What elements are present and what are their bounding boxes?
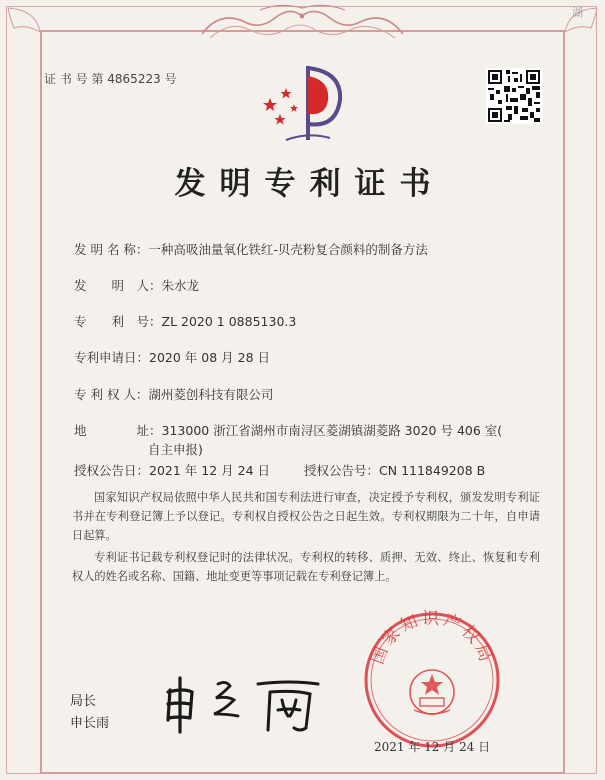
- patent-number-value: ZL 2020 1 0885130.3: [161, 314, 297, 329]
- field-grant-date: [74, 461, 270, 479]
- cert-number-value: 4865223: [107, 72, 161, 86]
- patentee-label: 专 利 权 人：: [74, 387, 149, 402]
- field-patentee: [74, 385, 273, 403]
- signature-name: 申长雨: [70, 716, 110, 731]
- application-date-label: 专利申请日：: [74, 350, 150, 365]
- field-patent-number: [74, 312, 296, 330]
- top-left-ornament: [6, 6, 66, 56]
- grant-number-value: CN 111849208 B: [379, 463, 486, 478]
- patentee-value: 湖州菱创科技有限公司: [148, 387, 274, 402]
- cert-number-suffix: 号: [164, 72, 177, 86]
- field-address-line2: [148, 440, 203, 458]
- inventor-value: 朱水龙: [161, 278, 200, 293]
- corner-mark: 湖: [572, 6, 583, 19]
- cnipa-logo-icon: [256, 58, 348, 148]
- paragraph-legal-status: 专利证书记载专利权登记时的法律状况。专利权的转移、质押、无效、终止、恢复和专利权人的姓名或名称、国籍、地址变更等事项记载在专利登记簿上。: [72, 551, 540, 583]
- grant-number-label: 授权公告号：: [304, 463, 380, 478]
- application-date-value: 2020 年 08 月 28 日: [149, 350, 271, 365]
- handwritten-signature: [150, 670, 330, 740]
- grant-date-value: 2021 年 12 月 24 日: [149, 463, 271, 478]
- field-grant-number: [304, 461, 485, 479]
- inventor-label: 发 明 人：: [74, 278, 162, 293]
- seal-date: 2021 年 12 月 24 日: [374, 740, 491, 754]
- cert-number-label: 证 书 号 第: [44, 72, 104, 86]
- address-value-line2: 自主申报): [148, 442, 203, 457]
- patent-number-label: 专 利 号：: [74, 314, 162, 329]
- signature-title: 局长: [70, 694, 97, 709]
- address-label: 地 址：: [74, 423, 162, 438]
- top-right-ornament: [539, 6, 599, 56]
- field-application-date: [74, 348, 270, 366]
- grant-date-label: 授权公告日：: [74, 463, 150, 478]
- address-value: 313000 浙江省湖州市南浔区菱湖镇湖菱路 3020 号 406 室(: [161, 423, 503, 438]
- field-inventor: [74, 276, 199, 294]
- qr-code-icon: [486, 68, 542, 124]
- field-address: [74, 421, 502, 439]
- paragraph-grant-statement: 国家知识产权局依照中华人民共和国专利法进行审查，决定授予专利权，颁发发明专利证书并在专利登记簿上予以登记。专利权自授权公告之日起生效。专利权期限为二十年，自申请日起算。: [72, 491, 540, 542]
- invention-name-label: 发 明 名 称：: [74, 242, 149, 257]
- field-invention-name: [74, 240, 428, 258]
- certificate-title: 发明专利证书: [174, 166, 445, 202]
- svg-text:国家知识产权局: 国家知识产权局: [367, 610, 497, 668]
- invention-name-value: 一种高吸油量氧化铁红-贝壳粉复合颜料的制备方法: [148, 242, 428, 257]
- certificate-number: [44, 70, 177, 87]
- top-scroll-ornament: [200, 0, 405, 44]
- official-seal: [362, 610, 502, 750]
